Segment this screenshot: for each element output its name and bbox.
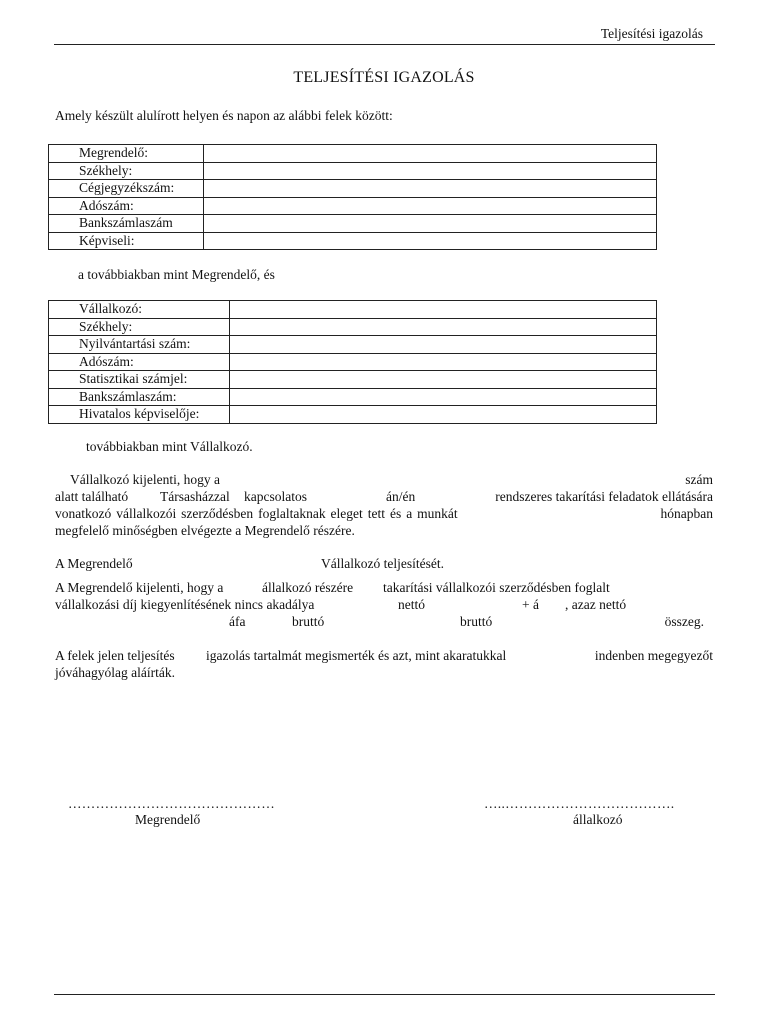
row-value[interactable] [204,162,657,180]
row-label: Hivatalos képviselője: [49,406,230,424]
para4-line1c: indenben megegyezőt [594,648,713,663]
para1-line2a: alatt található [55,489,129,504]
para3-line2a: vállalkozási díj kiegyenlítésének nincs akadálya [55,597,315,612]
table-row [49,301,657,319]
row-label: Bankszámlaszám: [49,388,230,406]
row-value[interactable] [230,353,657,371]
para1-line4: megfelelő minőségben elvégezte a Megrendelő részére. [55,523,355,538]
para1-line2b: Társasházzal [160,489,230,504]
para3-line3d: összeg. [664,614,704,629]
para3-line3a: áfa [229,614,246,629]
table-row [49,145,657,163]
row-value[interactable] [230,301,657,319]
row-value[interactable] [230,388,657,406]
para1-line2e: rendszeres takarítási feladatok ellátására [495,489,713,504]
megrendelo-table [48,144,657,250]
table-row [49,197,657,215]
para4-line1a: A felek jelen teljesítés [55,648,175,663]
signature-line-left: ……………………………………… [68,796,275,811]
para3-line1b: állalkozó részére [262,580,354,595]
row-value[interactable] [230,406,657,424]
row-label: Cégjegyzékszám: [49,180,204,198]
megrendelo-note: a továbbiakban mint Megrendelő, és [78,267,275,282]
row-label: Képviseli: [49,232,204,250]
row-value[interactable] [230,336,657,354]
row-value[interactable] [230,371,657,389]
table-row [49,353,657,371]
vallalkozo-table [48,300,657,424]
para1-line1-right: szám [685,472,713,487]
para1-line1-left: Vállalkozó kijelenti, hogy a [70,472,220,487]
row-label: Székhely: [49,318,230,336]
row-value[interactable] [204,197,657,215]
signature-line-right: …..………………………………. [484,796,675,811]
footer-rule [54,994,715,995]
para3-line2c: + á [522,597,539,612]
para3-line3c: bruttó [460,614,493,629]
row-label: Székhely: [49,162,204,180]
table-row [49,336,657,354]
row-label: Adószám: [49,353,230,371]
table-row [49,406,657,424]
intro-text: Amely készült alulírott helyen és napon az alábbi felek között: [55,108,393,123]
para3-line2b: nettó [398,597,425,612]
para3-line1a: A Megrendelő kijelenti, hogy a [55,580,224,595]
table-row [49,318,657,336]
row-value[interactable] [204,145,657,163]
para2-left: A Megrendelő [55,556,133,571]
para4-line1b: igazolás tartalmát megismerték és azt, mint akaratukkal [206,648,507,663]
para3-line2d: , azaz nettó [565,597,627,612]
row-value[interactable] [204,232,657,250]
para3-line3b: bruttó [292,614,325,629]
row-label: Adószám: [49,197,204,215]
para3-line1c: takarítási vállalkozói szerződésben foglalt [383,580,610,595]
table-row [49,162,657,180]
signature-label-right: állalkozó [573,812,623,827]
para1-line2c: kapcsolatos [244,489,307,504]
row-label: Bankszámlaszám [49,215,204,233]
row-label: Vállalkozó: [49,301,230,319]
para1-line2d: án/én [386,489,416,504]
row-label: Statisztikai számjel: [49,371,230,389]
table-row [49,388,657,406]
para1-line3-left: vonatkozó vállalkozói szerződésben foglaltaknak eleget tett és a munkát [55,506,458,521]
table-row [49,215,657,233]
row-value[interactable] [204,215,657,233]
para2-right: Vállalkozó teljesítését. [321,556,444,571]
row-label: Megrendelő: [49,145,204,163]
running-header: Teljesítési igazolás [600,26,703,41]
table-row [49,371,657,389]
row-value[interactable] [230,318,657,336]
table-row [49,180,657,198]
header-rule [54,44,715,45]
signature-label-left: Megrendelő [135,812,201,827]
para1-line3-right: hónapban [660,506,713,521]
row-value[interactable] [204,180,657,198]
row-label: Nyilvántartási szám: [49,336,230,354]
vallalkozo-note: továbbiakban mint Vállalkozó. [86,439,253,454]
document-title: TELJESÍTÉSI IGAZOLÁS [293,69,475,86]
para4-line2: jóváhagyólag aláírták. [55,665,175,680]
table-row [49,232,657,250]
